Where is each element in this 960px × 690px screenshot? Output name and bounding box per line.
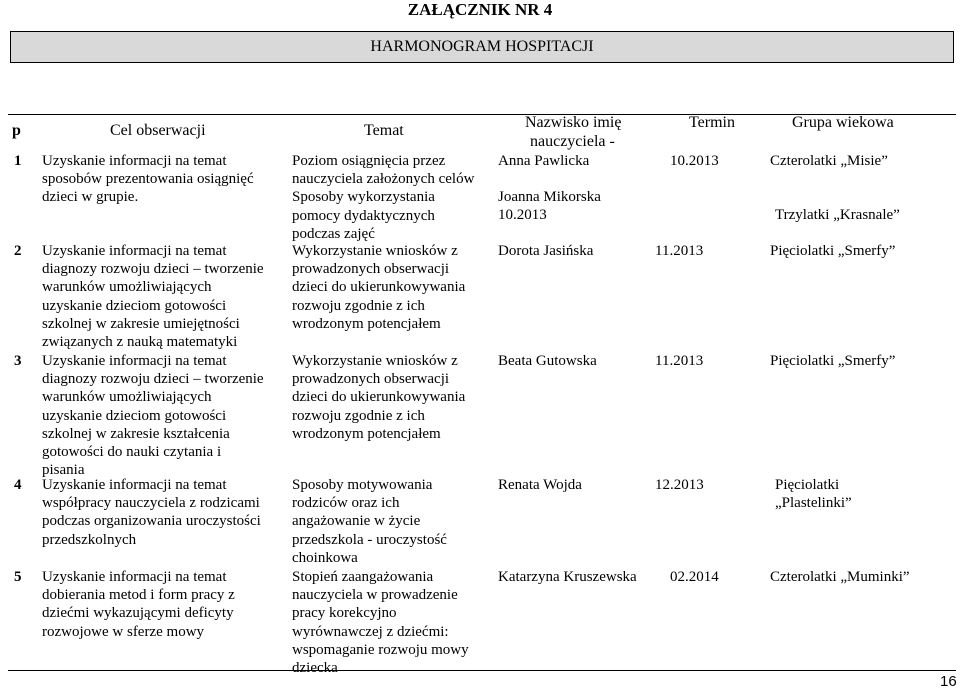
row-teacher: Dorota Jasińska (498, 243, 594, 259)
row-goal: Uzyskanie informacji na temat dobierania metod i form pracy z dziećmi wykazującymi deficyty rozwojowe w sferze mowy (42, 569, 235, 640)
row-goal: Uzyskanie informacji na temat współpracy nauczyciela z rodzicami podczas organizowania uroczystości przedszkolnych (42, 477, 261, 548)
row-topic: Poziom osiągnięcia przez nauczyciela założonych celów Sposoby wykorzystania pomocy dydaktycznych podczas zajęć (292, 153, 475, 242)
row-date: 11.2013 (655, 353, 704, 369)
col-header-goal: Cel obserwacji (110, 122, 206, 139)
row-date: 12.2013 (655, 477, 704, 493)
annex-heading: ZAŁĄCZNIK NR 4 (407, 0, 553, 19)
row-number: 4 (14, 477, 22, 493)
col-header-teacher-line1: Nazwisko imię (525, 114, 622, 131)
row-number: 5 (14, 569, 22, 585)
col-header-date: Termin (689, 114, 735, 131)
row-group: Czterolatki „Misie” (770, 153, 888, 169)
schedule-title: HARMONOGRAM HOSPITACJI (10, 31, 954, 63)
row-date: 10.2013 (670, 153, 719, 169)
row-topic: Sposoby motywowania rodziców oraz ich angażowanie w życie przedszkola - uroczystość choinkowa (292, 477, 447, 566)
row-group-second: Trzylatki „Krasnale” (775, 207, 900, 223)
row-topic: Wykorzystanie wniosków z prowadzonych obserwacji dzieci do ukierunkowywania rozwoju zgodnie z ich wrodzonym potencjałem (292, 243, 466, 332)
row-date: 11.2013 (655, 243, 704, 259)
row-goal: Uzyskanie informacji na temat diagnozy rozwoju dzieci – tworzenie warunków umożliwiających uzyskanie dzieciom gotowości szkolnej w zakresie umiejętności związanych z nauką matematyki (42, 243, 264, 351)
table-bottom-rule (8, 670, 956, 671)
row-topic: Wykorzystanie wniosków z prowadzonych obserwacji dzieci do ukierunkowywania rozwoju zgodnie z ich wrodzonym potencjałem (292, 353, 466, 442)
col-header-group: Grupa wiekowa (792, 114, 894, 131)
row-number: 1 (14, 153, 22, 169)
col-header-teacher-line2: nauczyciela - (530, 133, 615, 150)
row-goal: Uzyskanie informacji na temat diagnozy rozwoju dzieci – tworzenie warunków umożliwiających uzyskanie dzieciom gotowości szkolnej w zakresie kształcenia gotowości do nauki czytania i pisania (42, 353, 264, 479)
row-teacher: Beata Gutowska (498, 353, 597, 369)
page-number: 16 (940, 673, 957, 690)
row-teacher: Katarzyna Kruszewska (498, 569, 637, 585)
row-group-line2: „Plastelinki” (775, 495, 852, 511)
row-teacher-second-date: 10.2013 (498, 207, 547, 223)
row-goal: Uzyskanie informacji na temat sposobów prezentowania osiągnięć dzieci w grupie. (42, 153, 254, 206)
row-number: 3 (14, 353, 22, 369)
col-header-p: p (12, 122, 21, 139)
row-number: 2 (14, 243, 22, 259)
col-header-topic: Temat (364, 122, 404, 139)
row-teacher: Anna Pawlicka (498, 153, 590, 169)
row-group: Pięciolatki „Smerfy” (770, 243, 896, 259)
row-group: Pięciolatki (775, 477, 840, 493)
row-group: Pięciolatki „Smerfy” (770, 353, 896, 369)
row-date: 02.2014 (670, 569, 719, 585)
row-teacher: Renata Wojda (498, 477, 582, 493)
row-topic: Stopień zaangażowania nauczyciela w prowadzenie pracy korekcyjno wyrównawczej z dziećmi: wspomaganie rozwoju mowy dziecka (292, 569, 469, 677)
row-group: Czterolatki „Muminki” (770, 569, 910, 585)
row-teacher-second: Joanna Mikorska (498, 189, 601, 205)
